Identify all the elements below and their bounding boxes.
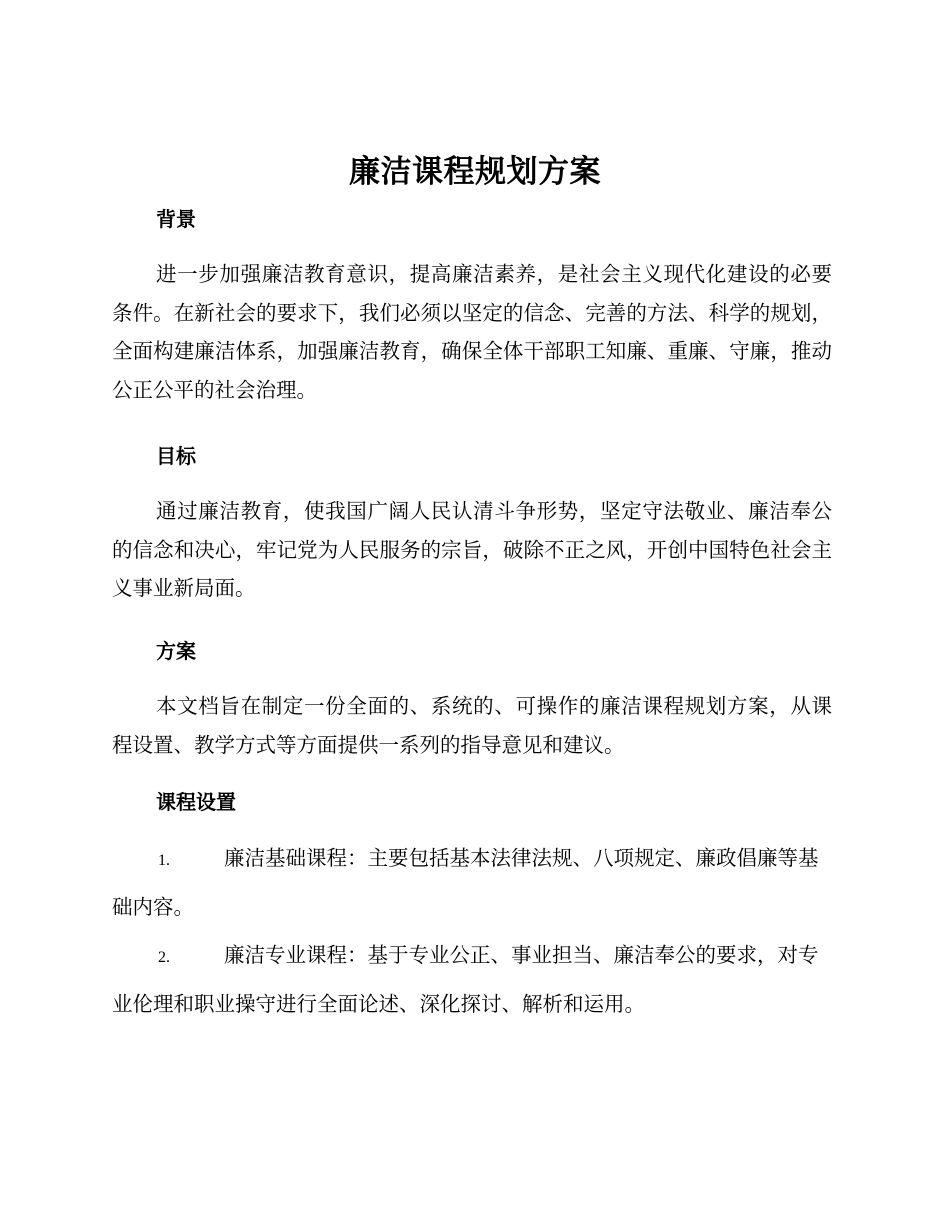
list-item-text: 廉洁专业课程：基于专业公正、事业担当、廉洁奉公的要求，对专业伦理和职业操守进行全面论述、深化探讨、解析和运用。 — [112, 943, 819, 1016]
list-item-text: 廉洁基础课程：主要包括基本法律法规、八项规定、廉政倡廉等基础内容。 — [112, 846, 819, 919]
document-title: 廉洁课程规划方案 — [349, 154, 601, 190]
section-paragraph-goal: 通过廉洁教育，使我国广阔人民认清斗争形势，坚定守法敬业、廉洁奉公的信念和决心，牢记党为人民服务的宗旨，破除不正之风，开创中国特色社会主义事业新局面。 — [112, 499, 832, 600]
section-heading-courses: 课程设置 — [156, 790, 236, 814]
section-heading-goal: 目标 — [156, 444, 196, 468]
section-paragraph-plan: 本文档旨在制定一份全面的、系统的、可操作的廉洁课程规划方案，从课程设置、教学方式等方面提供一系列的指导意见和建议。 — [112, 694, 832, 757]
section-heading-plan: 方案 — [156, 639, 196, 663]
course-list-item — [112, 835, 832, 930]
list-item-number: 1. — [158, 852, 170, 869]
course-list-item — [112, 932, 832, 1027]
section-heading-background: 背景 — [156, 207, 196, 231]
list-item-number: 2. — [158, 949, 170, 966]
section-paragraph-background: 进一步加强廉洁教育意识，提高廉洁素养，是社会主义现代化建设的必要条件。在新社会的要求下，我们必须以坚定的信念、完善的方法、科学的规划，全面构建廉洁体系，加强廉洁教育，确保全体干部职工知廉、重廉、守廉，推动公正公平的社会治理。 — [112, 262, 832, 402]
